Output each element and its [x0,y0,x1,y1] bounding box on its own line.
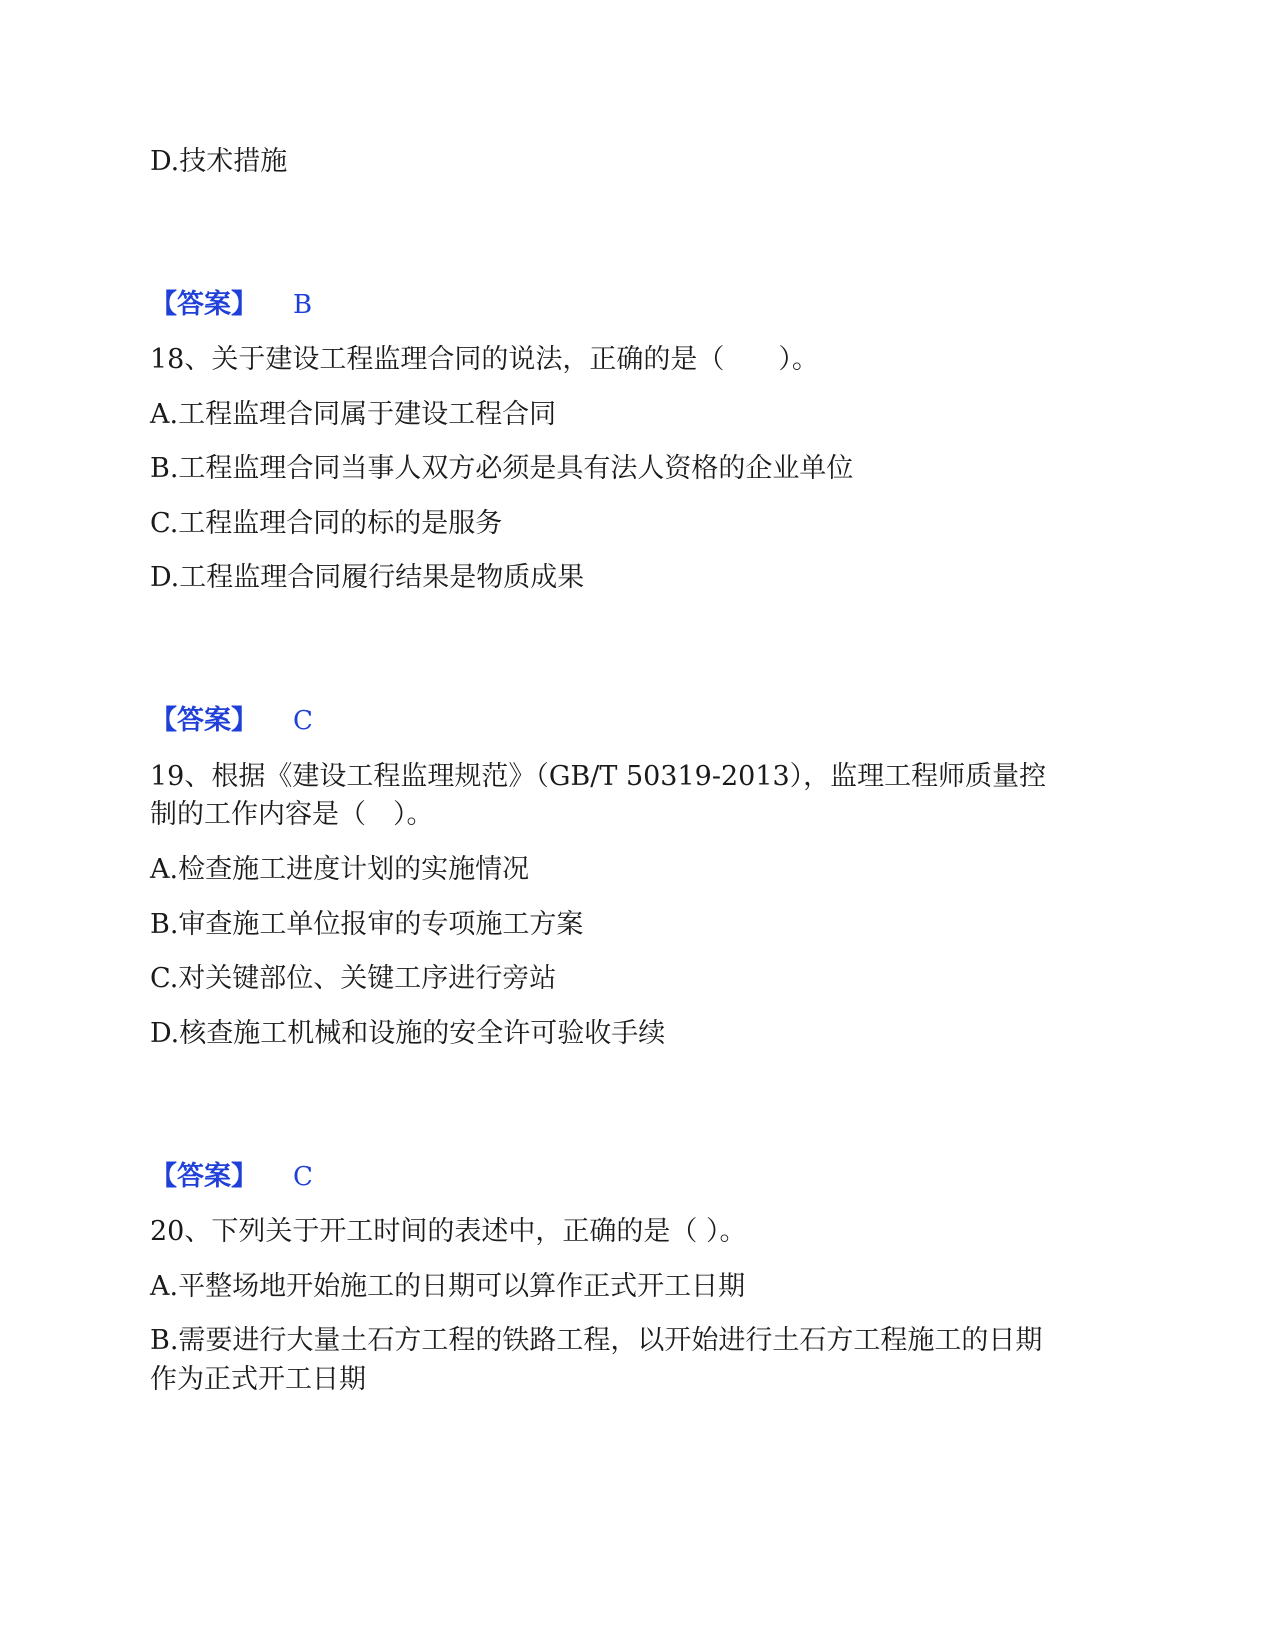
q19-stem-line2: 制的工作内容是（ ）。 [150,799,434,830]
q18-answer-label: 【答案】 [150,705,258,736]
q18-option-b: B.工程监理合同当事人双方必须是具有法人资格的企业单位 [150,453,854,484]
q20-option-b-line2: 作为正式开工日期 [150,1364,366,1395]
q18-option-c: C.工程监理合同的标的是服务 [150,508,503,539]
q18-option-a: A.工程监理合同属于建设工程合同 [150,399,557,430]
q19-answer-value: C [293,1162,313,1192]
q17-answer-label: 【答案】 [150,289,258,320]
q19-option-c: C.对关键部位、关键工序进行旁站 [150,963,557,994]
q19-answer-label: 【答案】 [150,1161,258,1192]
q18-option-d: D.工程监理合同履行结果是物质成果 [150,562,585,593]
q19-option-d: D.核查施工机械和设施的安全许可验收手续 [150,1018,666,1049]
q18-answer-value: C [293,706,313,736]
q18-stem: 18、关于建设工程监理合同的说法，正确的是（ ）。 [150,344,819,375]
q19-stem-line1: 19、根据《建设工程监理规范》（GB/T 50319-2013），监理工程师质量控 [150,761,1047,792]
q20-option-b-line1: B.需要进行大量土石方工程的铁路工程，以开始进行土石方工程施工的日期 [150,1325,1043,1356]
q19-option-b: B.审查施工单位报审的专项施工方案 [150,909,584,940]
q17-answer-value: B [293,290,313,320]
q19-option-a: A.检查施工进度计划的实施情况 [150,854,530,885]
q20-option-a: A.平整场地开始施工的日期可以算作正式开工日期 [150,1271,746,1302]
q17-option-d: D.技术措施 [150,146,288,177]
q20-stem: 20、下列关于开工时间的表述中，正确的是（ ）。 [150,1216,747,1247]
